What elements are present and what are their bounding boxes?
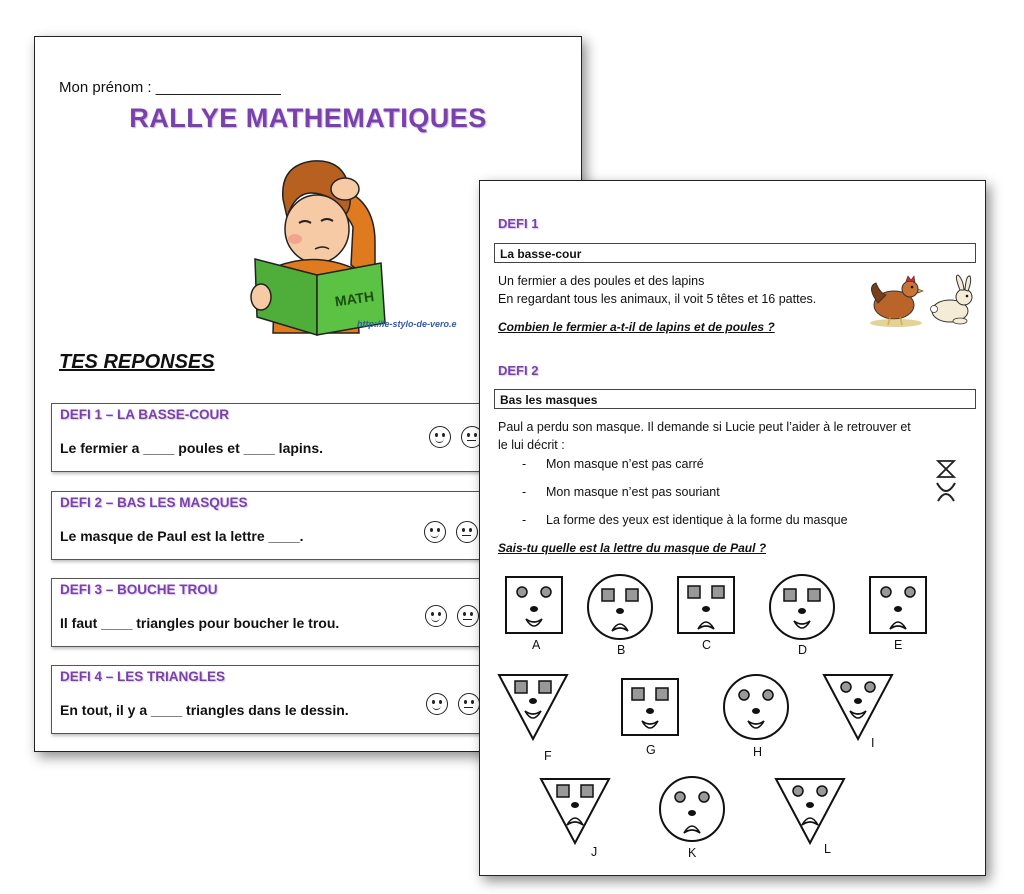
mask-nose <box>702 606 710 612</box>
defi-2-question: Sais-tu quelle est la lettre du masque de Paul ? <box>498 541 767 555</box>
happy-face-icon[interactable] <box>424 521 446 543</box>
mask-outline <box>824 675 892 739</box>
mask-outline <box>541 779 609 843</box>
mask-eye <box>515 681 527 693</box>
mask-eye <box>865 682 875 692</box>
mask-d[interactable] <box>770 575 834 657</box>
mask-outline <box>776 779 844 843</box>
mask-eye <box>539 681 551 693</box>
mask-letter: J <box>591 845 598 859</box>
clue-text: La forme des yeux est identique à la forme du masque <box>546 513 848 527</box>
masks-grid <box>480 561 985 861</box>
mask-j[interactable] <box>541 779 609 859</box>
mask-outline <box>588 575 652 639</box>
mask-eye <box>793 786 803 796</box>
mask-eye <box>699 792 709 802</box>
mask-h[interactable] <box>724 675 788 759</box>
mask-nose <box>798 608 806 614</box>
defi-2-heading: DEFI 2 <box>498 363 539 378</box>
neutral-face-icon[interactable] <box>458 693 480 715</box>
mask-outline <box>724 675 788 739</box>
mask-eye <box>602 589 614 601</box>
mask-nose <box>616 608 624 614</box>
defi-2-subtitle: Bas les masques <box>494 389 976 409</box>
mask-letter: G <box>646 743 656 757</box>
mask-nose <box>530 606 538 612</box>
mask-eye <box>763 690 773 700</box>
defi-1-line-2: En regardant tous les animaux, il voit 5 têtes et 16 pattes. <box>498 292 817 306</box>
challenge-sheet <box>479 180 986 876</box>
mask-eye <box>808 589 820 601</box>
mask-nose <box>806 802 814 808</box>
book-label: MATH <box>333 287 376 310</box>
bullet-dash: - <box>522 513 527 527</box>
answer-prompt[interactable]: Le fermier a ____ poules et ____ lapins. <box>60 440 324 456</box>
mask-eye <box>712 586 724 598</box>
mask-b[interactable] <box>588 575 652 657</box>
mask-eye <box>817 786 827 796</box>
mask-eye <box>688 586 700 598</box>
bullet-dash: - <box>522 457 527 471</box>
mask-f[interactable] <box>499 675 567 763</box>
defi-1-subtitle: La basse-cour <box>494 243 976 263</box>
mask-eye <box>841 682 851 692</box>
mask-outline <box>770 575 834 639</box>
answer-prompt[interactable]: Il faut ____ triangles pour boucher le trou. <box>60 615 340 631</box>
mask-eye <box>557 785 569 797</box>
mask-nose <box>571 802 579 808</box>
mask-eye <box>881 587 891 597</box>
mask-e[interactable] <box>870 577 926 652</box>
mask-nose <box>529 698 537 704</box>
mask-letter: D <box>798 643 808 657</box>
responses-heading: TES REPONSES <box>59 351 215 373</box>
mask-nose <box>854 698 862 704</box>
mask-eye <box>541 587 551 597</box>
clue-3 <box>522 513 848 527</box>
answer-prompt[interactable]: En tout, il y a ____ triangles dans le dessin. <box>60 702 349 718</box>
mask-outline <box>499 675 567 739</box>
mask-letter: E <box>894 638 903 652</box>
hen-and-rabbit-illustration <box>864 273 976 327</box>
answer-title: DEFI 2 – BAS LES MASQUES <box>60 495 248 510</box>
mask-eye <box>656 688 668 700</box>
answer-title: DEFI 3 – BOUCHE TROU <box>60 582 218 597</box>
happy-face-icon[interactable] <box>426 693 448 715</box>
mask-eye <box>581 785 593 797</box>
mask-eye <box>632 688 644 700</box>
mask-eye <box>905 587 915 597</box>
neutral-face-icon[interactable] <box>457 605 479 627</box>
clue-text: Mon masque n’est pas carré <box>546 457 704 471</box>
mask-i[interactable] <box>824 675 892 750</box>
bullet-dash: - <box>522 485 527 499</box>
mask-nose <box>646 708 654 714</box>
mask-k[interactable] <box>660 777 724 860</box>
defi-1-question: Combien le fermier a-t-il de lapins et de poules ? <box>498 320 775 334</box>
answer-title: DEFI 1 – LA BASSE-COUR <box>60 407 230 422</box>
mask-outline <box>660 777 724 841</box>
hourglass-icon <box>934 459 958 503</box>
happy-face-icon[interactable] <box>425 605 447 627</box>
happy-face-icon[interactable] <box>429 426 451 448</box>
mask-eye <box>739 690 749 700</box>
mask-letter: L <box>824 842 831 856</box>
answer-title: DEFI 4 – LES TRIANGLES <box>60 669 226 684</box>
mask-letter: A <box>532 638 541 652</box>
sheet-title: RALLYE MATHEMATIQUES <box>129 103 487 133</box>
first-name-field[interactable]: Mon prénom : _______________ <box>59 79 281 96</box>
mask-letter: K <box>688 846 697 860</box>
mask-letter: I <box>871 736 875 750</box>
mask-nose <box>688 810 696 816</box>
mask-a[interactable] <box>506 577 562 652</box>
credit-url: http://le-stylo-de-vero.e <box>357 319 457 329</box>
boy-reading-math-book-illustration <box>235 147 395 337</box>
clue-text: Mon masque n’est pas souriant <box>546 485 720 499</box>
answer-prompt[interactable]: Le masque de Paul est la lettre ____. <box>60 528 304 544</box>
clue-2 <box>522 485 720 499</box>
mask-l[interactable] <box>776 779 844 856</box>
mask-eye <box>784 589 796 601</box>
mask-nose <box>894 606 902 612</box>
defi-1-heading: DEFI 1 <box>498 216 539 231</box>
mask-eye <box>675 792 685 802</box>
mask-c[interactable] <box>678 577 734 652</box>
mask-nose <box>752 708 760 714</box>
mask-letter: F <box>544 749 552 763</box>
defi-2-line-2: le lui décrit : <box>498 438 565 452</box>
mask-eye <box>517 587 527 597</box>
mask-letter: B <box>617 643 626 657</box>
defi-1-line-1: Un fermier a des poules et des lapins <box>498 274 705 288</box>
mask-eye <box>626 589 638 601</box>
clue-1 <box>522 457 704 471</box>
mask-letter: H <box>753 745 763 759</box>
defi-2-line-1: Paul a perdu son masque. Il demande si Lucie peut l’aider à le retrouver et <box>498 420 911 434</box>
neutral-face-icon[interactable] <box>456 521 478 543</box>
mask-g[interactable] <box>622 679 678 757</box>
mask-letter: C <box>702 638 712 652</box>
